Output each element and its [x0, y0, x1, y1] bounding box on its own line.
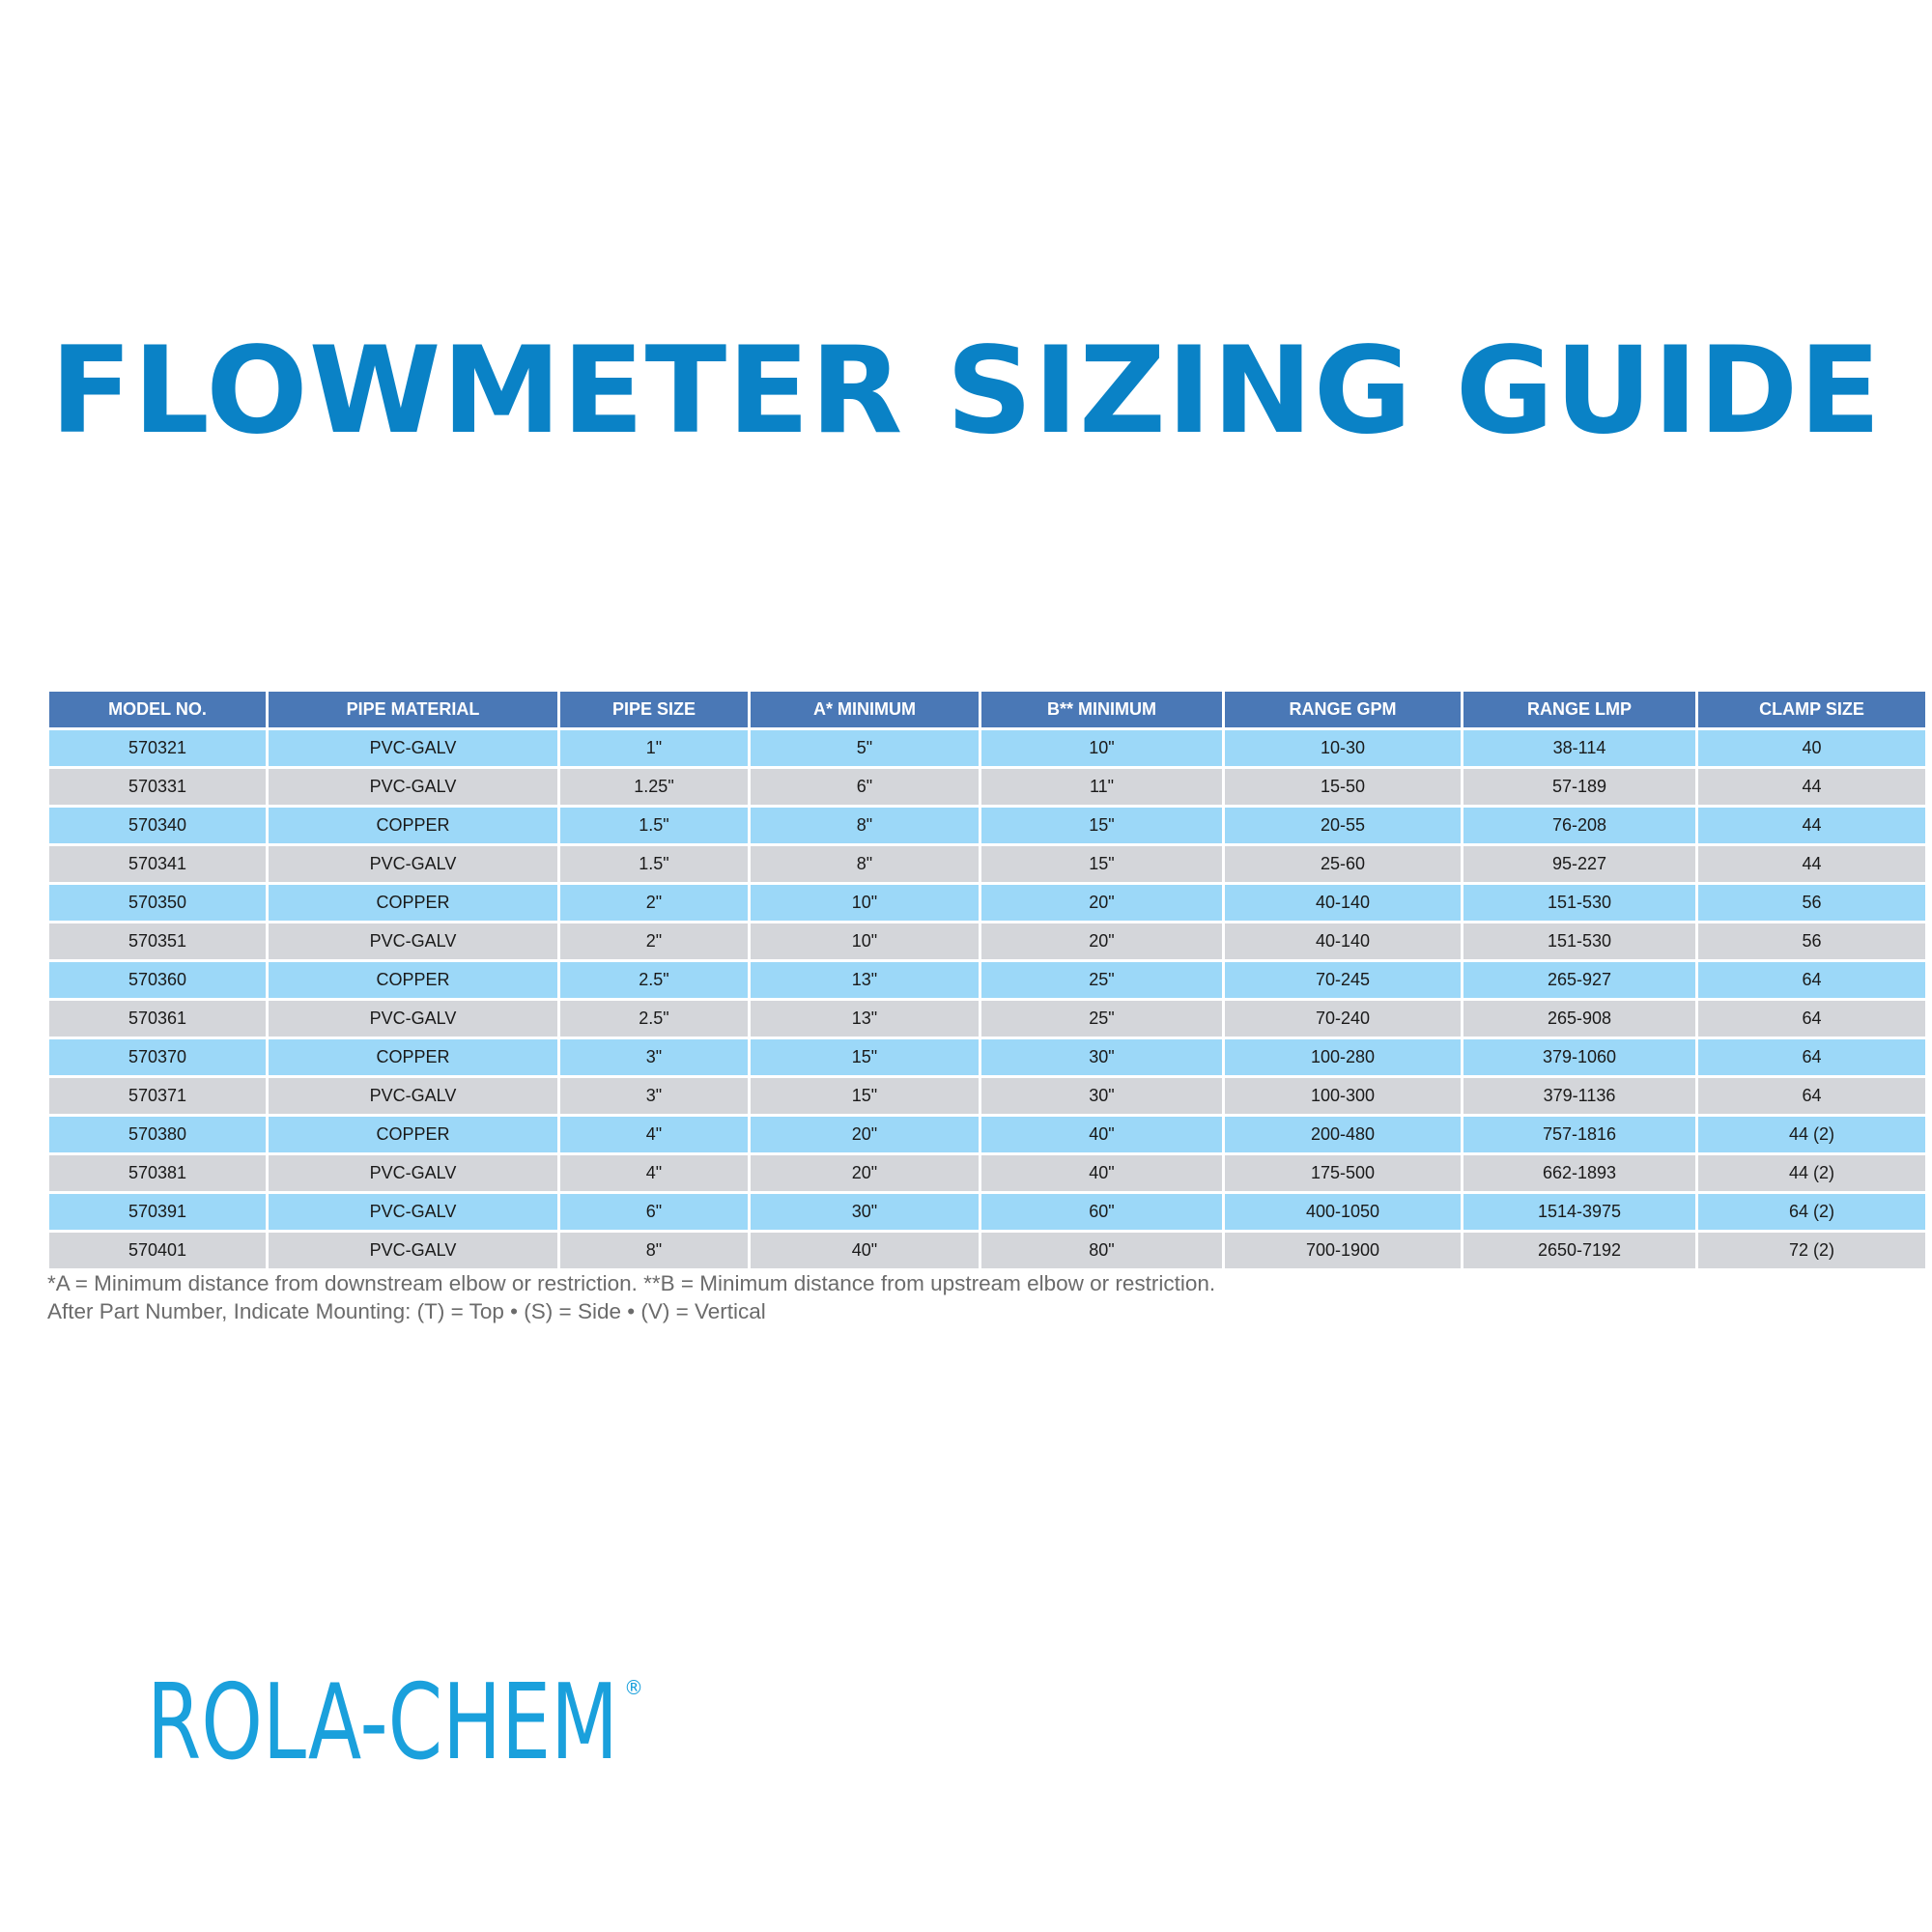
cell-a-minimum: 40" — [751, 1233, 979, 1268]
cell-clamp-size: 72 (2) — [1698, 1233, 1925, 1268]
cell-a-minimum: 15" — [751, 1039, 979, 1075]
cell-b-minimum: 20" — [981, 885, 1222, 921]
cell-pipe-size: 3" — [560, 1039, 748, 1075]
cell-clamp-size: 64 (2) — [1698, 1194, 1925, 1230]
registered-mark: ® — [624, 1676, 643, 1699]
cell-a-minimum: 8" — [751, 846, 979, 882]
column-header-range-gpm: RANGE GPM — [1225, 692, 1461, 727]
cell-a-minimum: 5" — [751, 730, 979, 766]
table-row — [49, 923, 1925, 959]
cell-pipe-material: PVC-GALV — [269, 1194, 557, 1230]
cell-range-lmp: 379-1136 — [1463, 1078, 1695, 1114]
cell-b-minimum: 80" — [981, 1233, 1222, 1268]
cell-range-lmp: 1514-3975 — [1463, 1194, 1695, 1230]
cell-range-lmp: 95-227 — [1463, 846, 1695, 882]
cell-model-no: 570341 — [49, 846, 266, 882]
cell-b-minimum: 20" — [981, 923, 1222, 959]
cell-range-lmp: 76-208 — [1463, 808, 1695, 843]
cell-pipe-size: 1.5" — [560, 808, 748, 843]
cell-b-minimum: 11" — [981, 769, 1222, 805]
cell-b-minimum: 10" — [981, 730, 1222, 766]
table-row — [49, 769, 1925, 805]
cell-pipe-material: COPPER — [269, 885, 557, 921]
cell-model-no: 570350 — [49, 885, 266, 921]
table-header-row — [49, 692, 1925, 727]
cell-pipe-material: PVC-GALV — [269, 1001, 557, 1037]
footnote-mounting: After Part Number, Indicate Mounting: (T) = Top • (S) = Side • (V) = Vertical — [47, 1299, 766, 1323]
column-header-model-no: MODEL NO. — [49, 692, 266, 727]
cell-b-minimum: 40" — [981, 1155, 1222, 1191]
cell-range-lmp: 57-189 — [1463, 769, 1695, 805]
cell-clamp-size: 44 (2) — [1698, 1117, 1925, 1152]
cell-a-minimum: 8" — [751, 808, 979, 843]
column-header-pipe-size: PIPE SIZE — [560, 692, 748, 727]
cell-clamp-size: 44 — [1698, 808, 1925, 843]
cell-clamp-size: 64 — [1698, 962, 1925, 998]
cell-b-minimum: 25" — [981, 962, 1222, 998]
cell-pipe-size: 8" — [560, 1233, 748, 1268]
cell-b-minimum: 30" — [981, 1078, 1222, 1114]
cell-range-gpm: 20-55 — [1225, 808, 1461, 843]
cell-pipe-size: 1" — [560, 730, 748, 766]
cell-range-lmp: 662-1893 — [1463, 1155, 1695, 1191]
cell-range-gpm: 400-1050 — [1225, 1194, 1461, 1230]
table-row — [49, 1194, 1925, 1230]
cell-range-gpm: 700-1900 — [1225, 1233, 1461, 1268]
cell-model-no: 570371 — [49, 1078, 266, 1114]
cell-clamp-size: 40 — [1698, 730, 1925, 766]
cell-pipe-material: PVC-GALV — [269, 846, 557, 882]
cell-b-minimum: 30" — [981, 1039, 1222, 1075]
cell-a-minimum: 10" — [751, 885, 979, 921]
cell-a-minimum: 13" — [751, 1001, 979, 1037]
footnote-distances: *A = Minimum distance from downstream elbow or restriction. **B = Minimum distance from upstream elbow or restriction. — [47, 1271, 1216, 1295]
cell-clamp-size: 64 — [1698, 1001, 1925, 1037]
cell-pipe-material: PVC-GALV — [269, 1078, 557, 1114]
table-row — [49, 1233, 1925, 1268]
table-row — [49, 730, 1925, 766]
cell-clamp-size: 44 — [1698, 769, 1925, 805]
cell-b-minimum: 40" — [981, 1117, 1222, 1152]
cell-clamp-size: 64 — [1698, 1078, 1925, 1114]
cell-range-gpm: 40-140 — [1225, 885, 1461, 921]
cell-range-gpm: 175-500 — [1225, 1155, 1461, 1191]
cell-range-lmp: 38-114 — [1463, 730, 1695, 766]
cell-b-minimum: 15" — [981, 846, 1222, 882]
cell-model-no: 570321 — [49, 730, 266, 766]
table-body — [49, 730, 1925, 1268]
cell-pipe-size: 2" — [560, 923, 748, 959]
column-header-clamp-size: CLAMP SIZE — [1698, 692, 1925, 727]
column-header-range-lmp: RANGE LMP — [1463, 692, 1695, 727]
cell-clamp-size: 64 — [1698, 1039, 1925, 1075]
cell-a-minimum: 6" — [751, 769, 979, 805]
cell-model-no: 570360 — [49, 962, 266, 998]
table-row — [49, 962, 1925, 998]
cell-range-gpm: 25-60 — [1225, 846, 1461, 882]
table-row — [49, 808, 1925, 843]
cell-a-minimum: 10" — [751, 923, 979, 959]
column-header-pipe-material: PIPE MATERIAL — [269, 692, 557, 727]
cell-pipe-size: 1.25" — [560, 769, 748, 805]
cell-pipe-material: PVC-GALV — [269, 923, 557, 959]
column-header-b-minimum: B** MINIMUM — [981, 692, 1222, 727]
cell-b-minimum: 60" — [981, 1194, 1222, 1230]
cell-range-gpm: 200-480 — [1225, 1117, 1461, 1152]
cell-clamp-size: 44 — [1698, 846, 1925, 882]
cell-pipe-size: 4" — [560, 1155, 748, 1191]
cell-pipe-size: 2" — [560, 885, 748, 921]
cell-b-minimum: 15" — [981, 808, 1222, 843]
cell-model-no: 570361 — [49, 1001, 266, 1037]
table-row — [49, 1078, 1925, 1114]
cell-model-no: 570331 — [49, 769, 266, 805]
sizing-table — [46, 689, 1928, 1271]
cell-pipe-material: PVC-GALV — [269, 730, 557, 766]
cell-a-minimum: 30" — [751, 1194, 979, 1230]
cell-pipe-material: COPPER — [269, 1039, 557, 1075]
cell-model-no: 570401 — [49, 1233, 266, 1268]
cell-model-no: 570380 — [49, 1117, 266, 1152]
cell-range-lmp: 265-927 — [1463, 962, 1695, 998]
cell-range-lmp: 757-1816 — [1463, 1117, 1695, 1152]
cell-range-lmp: 265-908 — [1463, 1001, 1695, 1037]
cell-pipe-material: PVC-GALV — [269, 769, 557, 805]
cell-clamp-size: 44 (2) — [1698, 1155, 1925, 1191]
cell-range-gpm: 70-240 — [1225, 1001, 1461, 1037]
table-row — [49, 1155, 1925, 1191]
cell-model-no: 570340 — [49, 808, 266, 843]
cell-pipe-size: 6" — [560, 1194, 748, 1230]
cell-model-no: 570391 — [49, 1194, 266, 1230]
column-header-a-minimum: A* MINIMUM — [751, 692, 979, 727]
rola-chem-logo — [147, 1671, 649, 1768]
table-row — [49, 1001, 1925, 1037]
cell-range-gpm: 100-300 — [1225, 1078, 1461, 1114]
cell-range-lmp: 379-1060 — [1463, 1039, 1695, 1075]
table-row — [49, 1039, 1925, 1075]
cell-pipe-material: PVC-GALV — [269, 1233, 557, 1268]
cell-pipe-size: 1.5" — [560, 846, 748, 882]
cell-a-minimum: 13" — [751, 962, 979, 998]
cell-pipe-material: PVC-GALV — [269, 1155, 557, 1191]
cell-pipe-size: 2.5" — [560, 1001, 748, 1037]
cell-range-gpm: 40-140 — [1225, 923, 1461, 959]
cell-range-gpm: 100-280 — [1225, 1039, 1461, 1075]
cell-a-minimum: 15" — [751, 1078, 979, 1114]
cell-range-gpm: 10-30 — [1225, 730, 1461, 766]
cell-b-minimum: 25" — [981, 1001, 1222, 1037]
logo-wordmark: ROLA-CHEM — [147, 1671, 618, 1768]
cell-clamp-size: 56 — [1698, 923, 1925, 959]
cell-a-minimum: 20" — [751, 1155, 979, 1191]
cell-pipe-material: COPPER — [269, 1117, 557, 1152]
cell-pipe-size: 2.5" — [560, 962, 748, 998]
cell-pipe-size: 3" — [560, 1078, 748, 1114]
cell-pipe-size: 4" — [560, 1117, 748, 1152]
cell-a-minimum: 20" — [751, 1117, 979, 1152]
cell-clamp-size: 56 — [1698, 885, 1925, 921]
cell-model-no: 570381 — [49, 1155, 266, 1191]
page-title: FLOWMETER SIZING GUIDE — [50, 322, 1882, 461]
cell-pipe-material: COPPER — [269, 808, 557, 843]
cell-range-lmp: 151-530 — [1463, 885, 1695, 921]
cell-range-lmp: 151-530 — [1463, 923, 1695, 959]
cell-model-no: 570351 — [49, 923, 266, 959]
table-row — [49, 1117, 1925, 1152]
cell-range-gpm: 15-50 — [1225, 769, 1461, 805]
cell-pipe-material: COPPER — [269, 962, 557, 998]
table-row — [49, 885, 1925, 921]
cell-model-no: 570370 — [49, 1039, 266, 1075]
sizing-table-container — [49, 692, 1905, 1268]
cell-range-gpm: 70-245 — [1225, 962, 1461, 998]
cell-range-lmp: 2650-7192 — [1463, 1233, 1695, 1268]
table-row — [49, 846, 1925, 882]
